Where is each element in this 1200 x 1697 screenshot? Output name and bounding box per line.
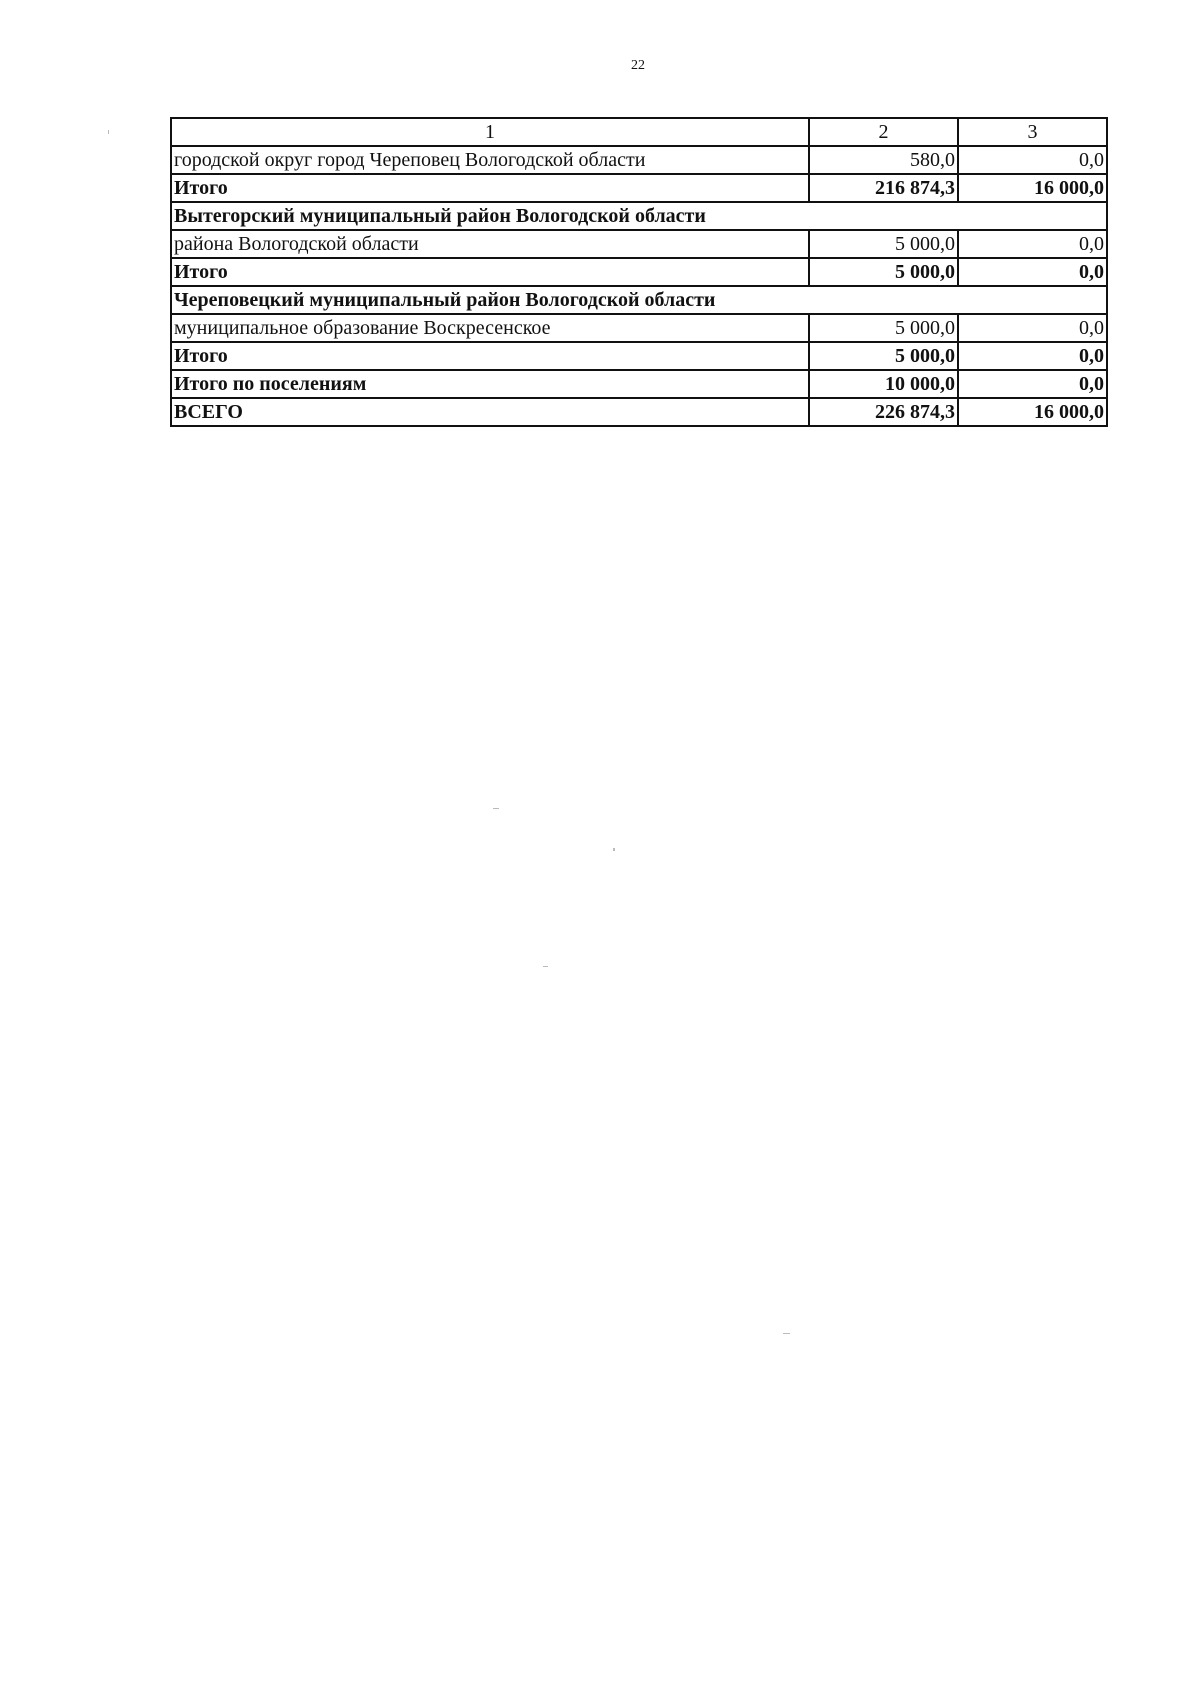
row-value-col2: 216 874,3 <box>809 174 958 202</box>
row-name: Итого по поселениям <box>171 370 809 398</box>
row-value-col3: 0,0 <box>958 342 1107 370</box>
row-name: района Вологодской области <box>171 230 809 258</box>
total-row <box>171 258 1107 286</box>
row-value-col2: 580,0 <box>809 146 958 174</box>
row-value-col2: 5 000,0 <box>809 258 958 286</box>
group-name: Череповецкий муниципальный район Вологодской области <box>171 286 1107 314</box>
row-name: городской округ город Череповец Вологодской области <box>171 146 809 174</box>
row-value-col3: 0,0 <box>958 370 1107 398</box>
grand-total-row <box>171 398 1107 426</box>
row-value-col3: 0,0 <box>958 314 1107 342</box>
settlements-total-row <box>171 370 1107 398</box>
row-value-col2: 10 000,0 <box>809 370 958 398</box>
group-header-row <box>171 286 1107 314</box>
row-value-col2: 5 000,0 <box>809 342 958 370</box>
group-name: Вытегорский муниципальный район Вологодской области <box>171 202 1107 230</box>
total-row <box>171 174 1107 202</box>
column-header-1: 1 <box>171 118 809 146</box>
table-row <box>171 230 1107 258</box>
total-row <box>171 342 1107 370</box>
row-name: Итого <box>171 342 809 370</box>
column-header-3: 3 <box>958 118 1107 146</box>
row-name: ВСЕГО <box>171 398 809 426</box>
row-value-col3: 0,0 <box>958 258 1107 286</box>
row-value-col2: 5 000,0 <box>809 314 958 342</box>
scan-speck <box>493 808 499 809</box>
table-header-row <box>171 118 1107 146</box>
row-name: Итого <box>171 258 809 286</box>
row-value-col2: 226 874,3 <box>809 398 958 426</box>
row-value-col3: 0,0 <box>958 146 1107 174</box>
table-row <box>171 146 1107 174</box>
row-name: Итого <box>171 174 809 202</box>
table-row <box>171 314 1107 342</box>
scan-speck <box>783 1333 790 1334</box>
row-value-col3: 16 000,0 <box>958 398 1107 426</box>
row-value-col3: 16 000,0 <box>958 174 1107 202</box>
scan-speck <box>543 966 548 967</box>
row-value-col3: 0,0 <box>958 230 1107 258</box>
budget-table <box>170 117 1108 427</box>
column-header-2: 2 <box>809 118 958 146</box>
scan-speck <box>108 130 109 134</box>
page-number: 22 <box>631 58 645 73</box>
scan-speck <box>613 848 615 851</box>
group-header-row <box>171 202 1107 230</box>
row-name: муниципальное образование Воскресенское <box>171 314 809 342</box>
row-value-col2: 5 000,0 <box>809 230 958 258</box>
